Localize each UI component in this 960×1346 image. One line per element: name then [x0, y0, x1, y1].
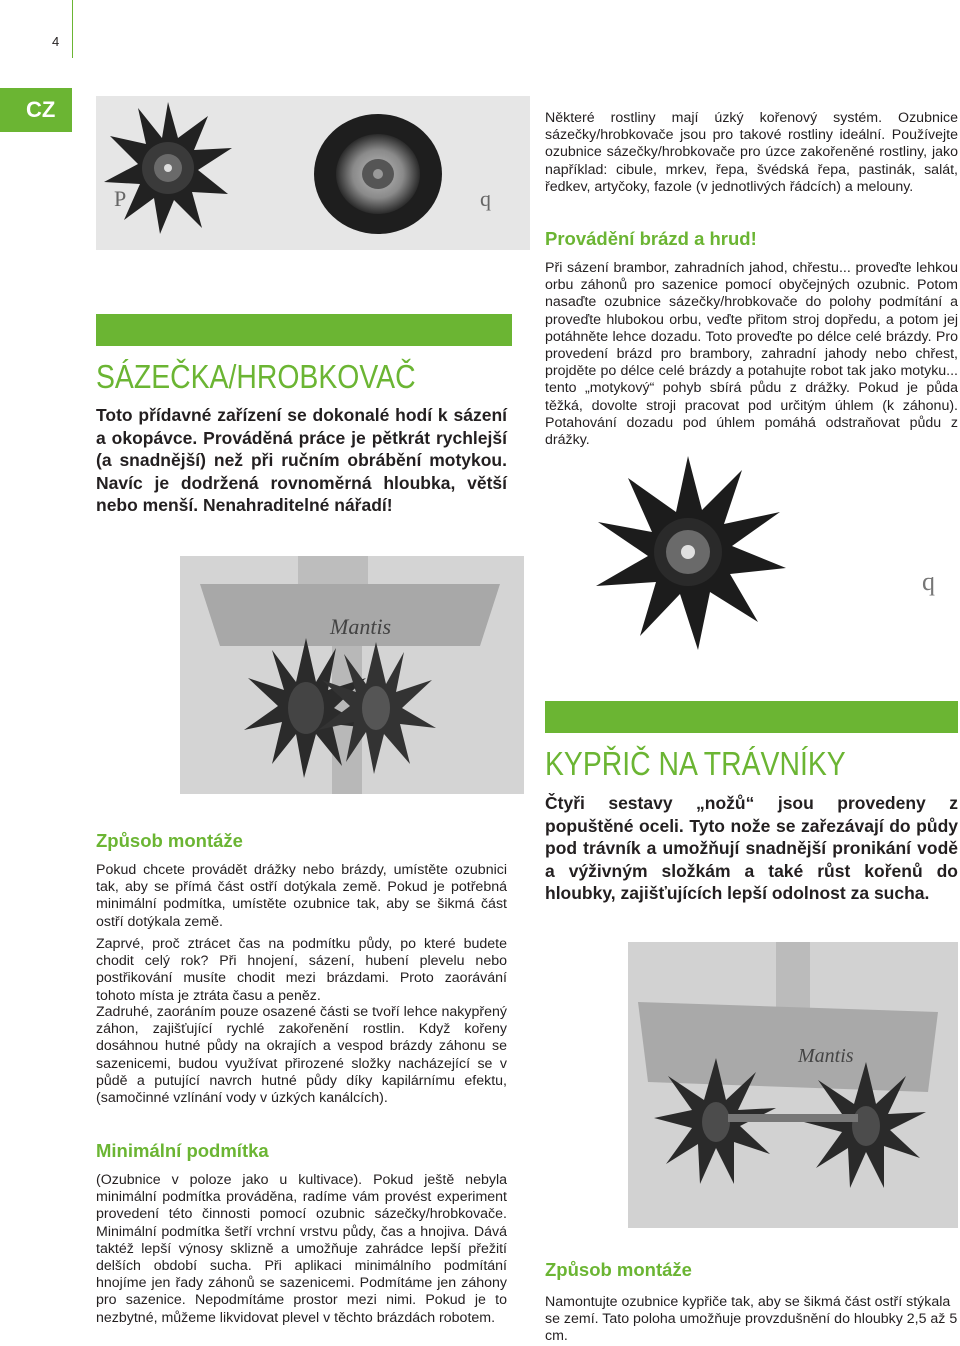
svg-text:P: P: [114, 186, 127, 211]
page-number: 4: [52, 34, 60, 49]
photo-star-tine: [586, 448, 958, 684]
brazdy-paragraph: Při sázení brambor, zahradních jahod, chřestu... proveďte lehkou orbu záhonů pro sazenice pomocí obyčejných ozubnic. Potom nasaďte ozubnice sázečky/hrobkovače do polohy podmítání a proveďte hlubokou orbu, veďte přitom stroj dopředu, a potom jej potáhněte lehce dozadu. Toto proveďte po délce celé brázdy. Pro provedení brázd pro brambory, zahradní jahody nebo chřest, projděte po délce celé brázdy a potahujte robot tak jako motyku... tento „motykový“ pohyb sbírá půdu z drážky. Pokud je půda těžká, dovolte stroji pracovat pod určitým úhlem (k záhonu). Potahování dozadu pod úhlem pomáhá odstraňovat půdu z drážky.: [545, 260, 958, 449]
minimalni-paragraph: (Ozubnice v poloze jako u kultivace). Pokud ještě nebyla minimální podmítka prováděna, radíme vám provést experiment provedení této činnosti pomocí ozubnic sázečky/hrobkovače. Minimální podmítka šetří vrchní vrstvu půdy, čas a hnojiva. Dává taktéž lepší výnosy sklizně a umožňuje zahrádce lepší přežití delších období sucha. Při aplikaci minimálního podmítání hnojíme jen řady záhonů se sazenicemi. Podmítáme jen záhony pro sazenice. Nepodmítáme prostor mezi nimi. Pokud je to nezbytné, můžeme likvidovat plevel v těchto brázdách robotem.: [96, 1172, 507, 1326]
photo-planter-on-tiller: [180, 556, 524, 794]
paragraph-second-reason: Zadruhé, zaoráním pouze osazené části se tvoří lehce nakypřený záhon, zajišťující rychlé zakořenění rostlin. Když kořeny dosáhnou hutné půdy na okrajích a vespod brázdy záhonu se sazenicemi, budou využívat přirozené složky nacházející se v půdě a putující navrch hutné půdy díky kapilárnímu efektu, (samočinné vzlínání vody v úzkých kanálcích).: [96, 1004, 507, 1107]
brand-logo-aerator: Mantis: [798, 1045, 854, 1067]
section-heading-brazdy: Provádění brázd a hrud!: [545, 228, 757, 249]
montaz-left-paragraph: Pokud chcete provádět drážky nebo brázdy, umístěte ozubnici tak, aby se přímá část ostří dotýkala země. Pokud je potřebná minimální podmítka, umístěte ozubnice tak, aby se šikmá část ostří dotýkala země.: [96, 862, 507, 930]
svg-text:q: q: [480, 186, 491, 211]
sazecka-intro: Toto přídavné zařízení se dokonalé hodí k sázení a okopávce. Prováděná práce je pětkrát rychlejší (a snadnější) než při ručním obrábění motykou. Navíc je dodržená rovnoměrná hloubka, větší nebo menší. Nenahraditelné nářadí!: [96, 405, 507, 516]
section-heading-montaz-left: Způsob montáže: [96, 830, 243, 851]
section-banner-right: [545, 701, 958, 733]
section-heading-minimalni: Minimální podmítka: [96, 1140, 269, 1161]
section-banner-left: [96, 314, 512, 346]
section-title-sazecka: SÁZEČKA/HROBKOVAČ: [96, 358, 416, 395]
brand-logo: Mantis: [330, 614, 392, 639]
language-tab: CZ: [0, 88, 72, 132]
montaz-right-paragraph: Namontujte ozubnice kypřiče tak, aby se šikmá část ostří stýkala se zemí. Tato poloha umožňuje provzdušnění do hloubky 2,5 až 5 cm.: [545, 1294, 958, 1345]
section-heading-montaz-right: Způsob montáže: [545, 1259, 692, 1280]
paragraph-first-reason: Zaprvé, proč ztrácet čas na podmítku půdy, po které budete chodit celý rok? Při hnojení, sázení, hubení plevelu nebo postřikování musíte chodit mezi brázdami. Proto zaorávání tohoto místa je ztráta času a peněz.: [96, 936, 507, 1004]
section-title-kypric: KYPŘIČ NA TRÁVNÍKY: [545, 745, 846, 782]
kypric-intro: Čtyři sestavy „nožů“ jsou provedeny z popuštěné oceli. Tyto nože se zařezávají do půdy pod trávník a umožňují snadnější pronikání vodě a výživným složkám a také růst kořenů do hloubky, zajišťujících lepší odolnost za sucha.: [545, 793, 958, 904]
photo-lawn-aerator: [628, 942, 958, 1228]
photo-tine-and-wheel: [96, 96, 530, 250]
intro-paragraph: Některé rostliny mají úzký kořenový systém. Ozubnice sázečky/hrobkovače jsou pro takové rostliny ideální. Používejte ozubnice sázečky/hrobkovače pro úzce zakořeněné rostliny, jako například: cibule, mrkev, řepa, švédská řepa, pastinák, salát, ředkev, artyčoky, fazole (v jednotlivých řádcích) a melouny.: [545, 110, 958, 195]
header-divider: [72, 0, 73, 58]
svg-text:q: q: [922, 567, 935, 596]
